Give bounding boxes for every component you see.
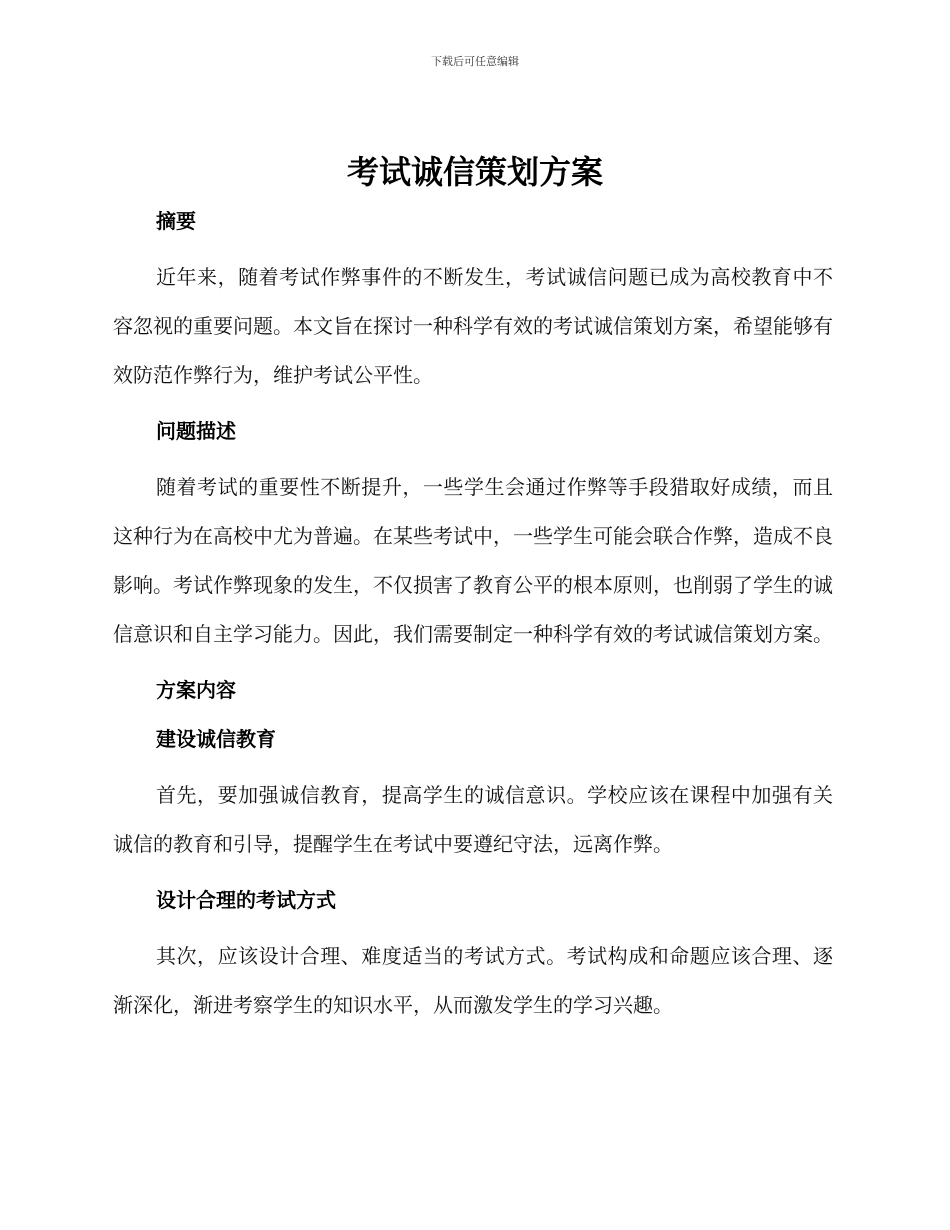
document-body: [113, 204, 833, 1030]
problem-heading: 问题描述: [156, 419, 236, 443]
exam-design-paragraph: 其次，应该设计合理、难度适当的考试方式。考试构成和命题应该合理、逐渐深化，渐进考察学生的知识水平，从而激发学生的学习兴趣。: [113, 944, 833, 1017]
abstract-paragraph: 近年来，随着考试作弊事件的不断发生，考试诚信问题已成为高校教育中不容忽视的重要问题。本文旨在探讨一种科学有效的考试诚信策划方案，希望能够有效防范作弊行为，维护考试公平性。: [113, 265, 833, 387]
abstract-heading: 摘要: [156, 209, 196, 233]
problem-paragraph: 随着考试的重要性不断提升，一些学生会通过作弊等手段猎取好成绩，而且这种行为在高校中尤为普遍。在某些考试中，一些学生可能会联合作弊，造成不良影响。考试作弊现象的发生，不仅损害了教育公平的根本原则，也削弱了学生的诚信意识和自主学习能力。因此，我们需要制定一种科学有效的考试诚信策划方案。: [113, 475, 833, 646]
education-heading: 建设诚信教育: [156, 727, 276, 751]
exam-design-heading: 设计合理的考试方式: [156, 888, 336, 912]
page-header-note: 下载后可任意编辑: [431, 55, 519, 68]
document-title: 考试诚信策划方案: [346, 153, 603, 191]
plan-heading: 方案内容: [156, 678, 236, 702]
education-paragraph: 首先，要加强诚信教育，提高学生的诚信意识。学校应该在课程中加强有关诚信的教育和引导，提醒学生在考试中要遵纪守法，远离作弊。: [113, 783, 833, 856]
